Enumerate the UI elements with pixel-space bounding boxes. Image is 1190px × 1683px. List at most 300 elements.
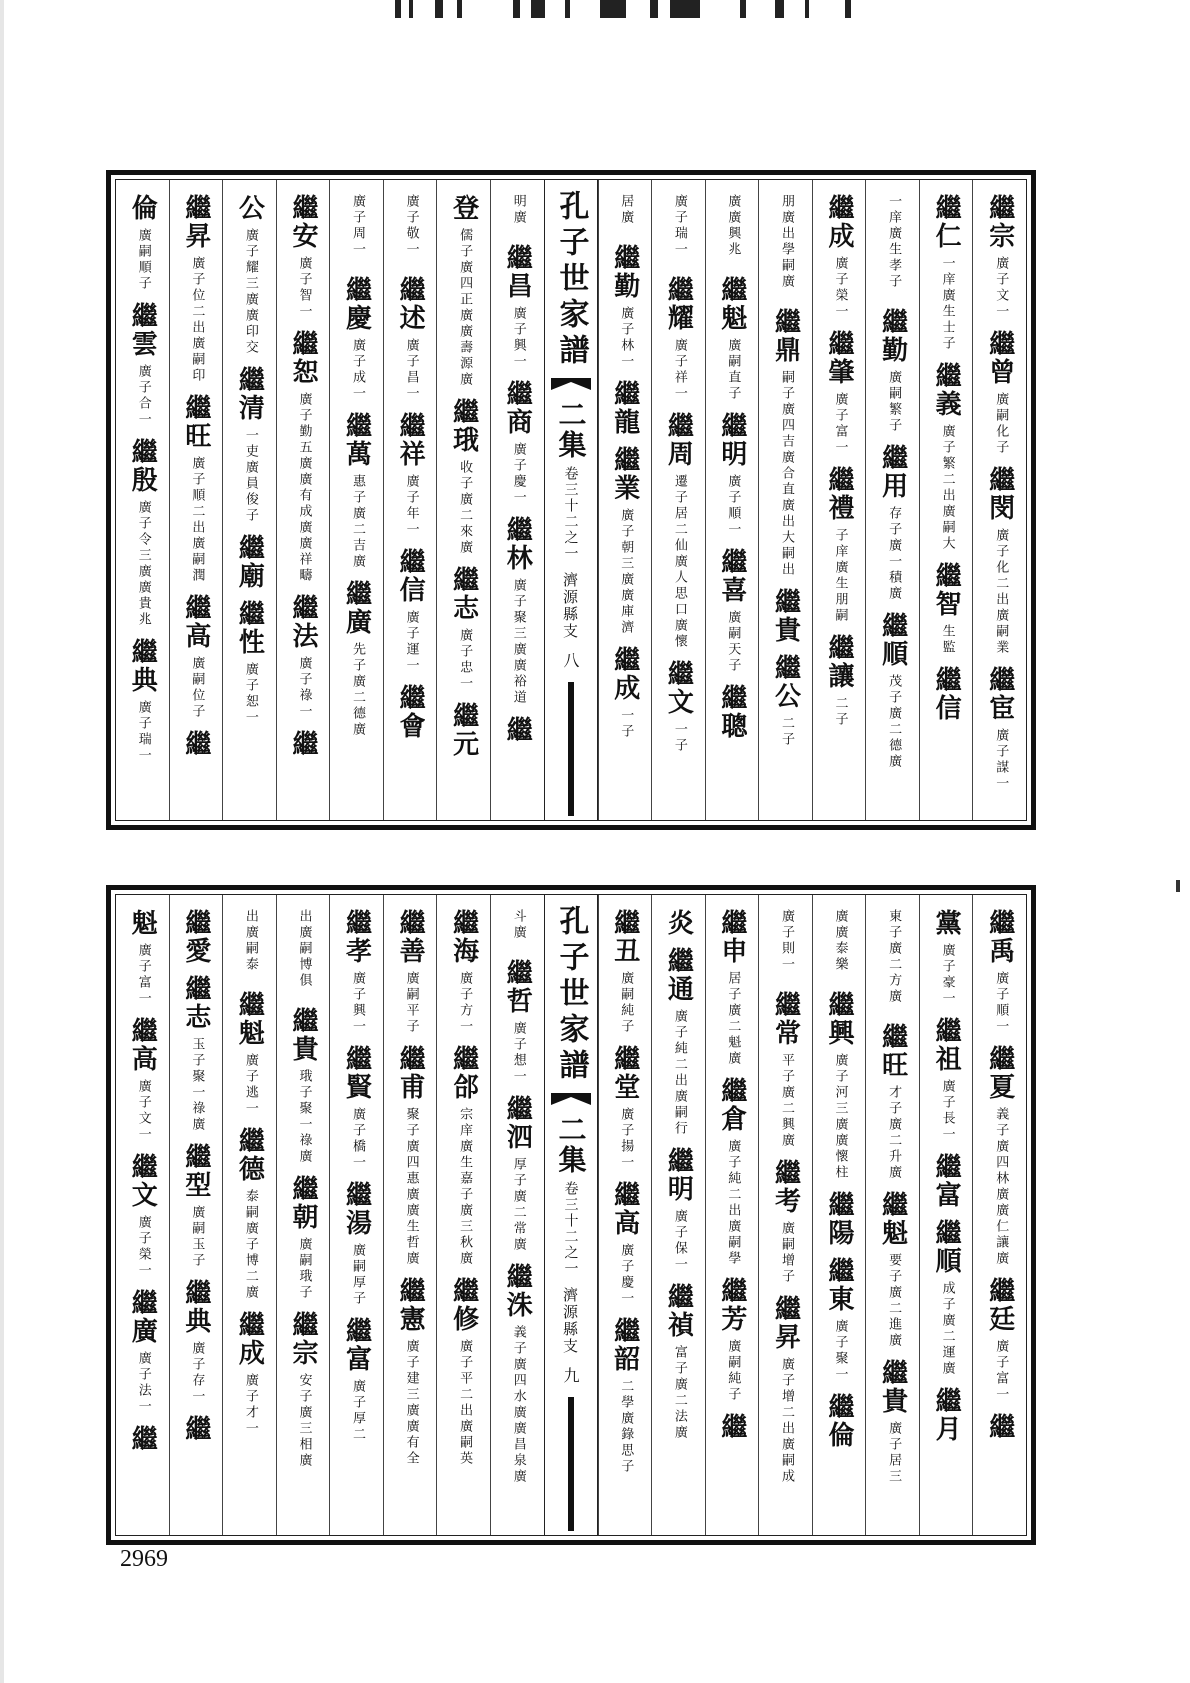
person-name: 繼肇 bbox=[824, 330, 855, 386]
entry bbox=[448, 702, 479, 758]
entry bbox=[609, 909, 640, 1035]
entry bbox=[716, 276, 747, 402]
entry-annotation: 廣子橋一 bbox=[350, 1107, 365, 1171]
person-name: 繼廷 bbox=[984, 1277, 1015, 1333]
entry bbox=[448, 566, 479, 692]
entry bbox=[395, 1277, 426, 1467]
person-name: 繼清 bbox=[234, 366, 265, 422]
entry-column bbox=[919, 180, 973, 820]
fishtail-mark-icon bbox=[551, 378, 591, 392]
entry bbox=[984, 1413, 1015, 1441]
entry-annotation: 廣子純二出廣嗣行 bbox=[671, 1009, 687, 1137]
entry bbox=[663, 1283, 694, 1441]
entry bbox=[778, 909, 793, 981]
person-name: 繼宗 bbox=[287, 1311, 318, 1367]
entry-annotation: 居廣 bbox=[618, 194, 634, 226]
person-name: 繼宗 bbox=[984, 194, 1015, 250]
person-name: 繼成 bbox=[234, 1311, 265, 1367]
entry-column bbox=[329, 180, 383, 820]
entry-annotation: 斗廣 bbox=[510, 909, 526, 941]
entry-annotation: 廣子瑞一 bbox=[671, 194, 687, 258]
entry-annotation: 廣廣興兆 bbox=[725, 194, 741, 258]
entry-annotation: 廣嗣厚子 bbox=[350, 1243, 365, 1307]
entry bbox=[502, 244, 533, 370]
entry bbox=[984, 666, 1015, 792]
genealogy-page-top bbox=[106, 170, 1036, 830]
entry bbox=[287, 594, 318, 720]
person-name: 繼哲 bbox=[502, 959, 533, 1015]
entry-annotation: 廣嗣純子 bbox=[725, 1339, 741, 1403]
entry bbox=[234, 1127, 265, 1301]
entry-annotation: 厚子廣二常廣 bbox=[510, 1157, 526, 1253]
person-name: 繼月 bbox=[931, 1387, 962, 1443]
entry bbox=[349, 194, 364, 266]
entry-annotation: 廣子祿一 bbox=[296, 656, 312, 720]
person-name: 繼郃 bbox=[448, 1045, 479, 1101]
entry-annotation: 廣子慶一 bbox=[618, 1243, 634, 1307]
entry-annotation: 廣子耀三廣廣印交 bbox=[242, 228, 258, 356]
person-name: 繼性 bbox=[234, 600, 265, 656]
leaf-number: 八 bbox=[561, 652, 580, 668]
entry bbox=[984, 330, 1015, 456]
person-name: 繼洙 bbox=[502, 1263, 533, 1319]
entry-annotation: 廣子保一 bbox=[671, 1209, 687, 1273]
entry-annotation: 廣子才一 bbox=[242, 1373, 258, 1437]
entry-annotation: 出廣嗣泰 bbox=[242, 909, 258, 973]
entry-annotation: 廣子年一 bbox=[403, 474, 419, 538]
entry-annotation: 一庠廣生孝子 bbox=[886, 194, 902, 290]
entry bbox=[127, 438, 158, 628]
entry-annotation: 廣子榮一 bbox=[135, 1215, 151, 1279]
entry-column bbox=[222, 895, 276, 1535]
entry-annotation: 惠子廣二吉廣 bbox=[350, 474, 365, 570]
entry-column bbox=[436, 895, 490, 1535]
entry-annotation: 才子廣二升廣 bbox=[886, 1085, 902, 1181]
entry bbox=[716, 909, 747, 1067]
entry bbox=[395, 276, 426, 402]
entry bbox=[395, 909, 426, 1035]
person-name: 繼明 bbox=[716, 412, 747, 468]
entry bbox=[296, 909, 311, 997]
entry-annotation: 義子廣四水廣廣昌泉廣 bbox=[510, 1325, 526, 1485]
entry bbox=[877, 444, 908, 602]
entry bbox=[502, 1263, 533, 1485]
entry bbox=[824, 1393, 855, 1449]
entry bbox=[395, 1045, 426, 1267]
entry-column bbox=[383, 180, 437, 820]
entry bbox=[770, 1295, 801, 1485]
entry-annotation: 廣子居三 bbox=[886, 1421, 902, 1485]
person-name: 繼高 bbox=[127, 1017, 158, 1073]
entry bbox=[885, 909, 900, 1013]
entry-annotation: 嗣子廣四吉廣合直廣出大嗣出 bbox=[778, 370, 794, 578]
person-name: 繼文 bbox=[663, 660, 694, 716]
person-name: 繼貴 bbox=[287, 1007, 318, 1063]
person-name: 繼湯 bbox=[341, 1181, 372, 1237]
entry bbox=[234, 991, 265, 1117]
entry bbox=[609, 1045, 640, 1171]
person-name: 繼志 bbox=[180, 975, 211, 1031]
person-name: 繼龍 bbox=[609, 380, 640, 436]
person-name: 繼朝 bbox=[287, 1175, 318, 1231]
entry-annotation: 聚子廣四惠廣廣生哲廣 bbox=[403, 1107, 419, 1267]
entry bbox=[877, 1191, 908, 1349]
person-name: 繼勤 bbox=[609, 244, 640, 300]
person-name: 繼周 bbox=[663, 412, 694, 468]
person-name: 繼賢 bbox=[341, 1045, 372, 1101]
person-name: 繼讓 bbox=[824, 634, 855, 690]
person-name: 繼昇 bbox=[180, 194, 211, 250]
entry-column bbox=[865, 895, 919, 1535]
person-name: 繼業 bbox=[609, 446, 640, 502]
entry bbox=[716, 1077, 747, 1267]
entry-annotation: 茂子廣二德廣 bbox=[886, 674, 902, 770]
entry bbox=[609, 646, 640, 740]
book-title: 孔子世家譜 bbox=[553, 190, 589, 370]
entry-annotation: 廣子興一 bbox=[350, 971, 365, 1035]
person-name: 繼 bbox=[716, 1413, 747, 1441]
entry bbox=[341, 276, 372, 402]
entry-annotation: 廣子文一 bbox=[993, 256, 1009, 320]
entry bbox=[287, 730, 318, 758]
entry-annotation: 廣子智一 bbox=[296, 256, 312, 320]
leaf-number: 九 bbox=[561, 1367, 580, 1383]
person-name: 繼魁 bbox=[716, 276, 747, 332]
person-name: 繼商 bbox=[502, 380, 533, 436]
entry-annotation: 要子廣二進廣 bbox=[886, 1253, 902, 1349]
genealogy-page-bottom bbox=[106, 885, 1036, 1545]
entry-column bbox=[758, 180, 812, 820]
person-name: 繼文 bbox=[127, 1153, 158, 1209]
person-name: 繼型 bbox=[180, 1143, 211, 1199]
entry bbox=[724, 194, 739, 266]
entry bbox=[180, 594, 211, 720]
entry bbox=[716, 1413, 747, 1441]
entry bbox=[502, 959, 533, 1085]
person-name: 繼智 bbox=[931, 562, 962, 618]
person-name: 繼 bbox=[287, 730, 318, 758]
entry bbox=[931, 1387, 962, 1443]
entry-annotation: 廣子揚一 bbox=[618, 1107, 634, 1171]
entry bbox=[287, 1007, 318, 1165]
entry-annotation: 廣子朝三廣廣庫濟 bbox=[618, 508, 634, 636]
person-name: 繼通 bbox=[663, 947, 694, 1003]
entry-annotation: 收子廣二來廣 bbox=[457, 460, 473, 556]
person-name: 繼堂 bbox=[609, 1045, 640, 1101]
entry bbox=[877, 308, 908, 434]
entry-column bbox=[651, 180, 705, 820]
entry-annotation: 東子廣二方廣 bbox=[886, 909, 902, 1005]
person-name: 繼閔 bbox=[984, 466, 1015, 522]
entry-annotation: 廣子逃一 bbox=[242, 1053, 258, 1117]
entry-column bbox=[812, 895, 866, 1535]
person-name: 繼珴 bbox=[448, 398, 479, 454]
entry bbox=[287, 1311, 318, 1469]
entry-annotation: 成子廣二運廣 bbox=[939, 1281, 955, 1377]
entry bbox=[778, 194, 793, 298]
entry bbox=[984, 909, 1015, 1035]
person-name: 繼慶 bbox=[341, 276, 372, 332]
entry-column bbox=[329, 895, 383, 1535]
entry bbox=[671, 194, 686, 266]
person-name: 繼甫 bbox=[395, 1045, 426, 1101]
person-name: 繼孝 bbox=[341, 909, 372, 965]
entry-annotation: 廣子化二出廣嗣業 bbox=[993, 528, 1009, 656]
entry-column bbox=[116, 180, 169, 820]
entry-annotation: 廣子忠一 bbox=[457, 628, 473, 692]
entry-annotation: 廣子令三廣廣貴兆 bbox=[135, 500, 151, 628]
entry-annotation: 朋廣出學嗣廣 bbox=[778, 194, 794, 290]
person-name: 繼禎 bbox=[663, 1283, 694, 1339]
entry bbox=[824, 1191, 855, 1247]
center-margin bbox=[544, 895, 598, 1535]
entry bbox=[180, 975, 211, 1133]
entry-annotation: 廣嗣化子 bbox=[993, 392, 1009, 456]
person-name: 繼廟 bbox=[234, 534, 265, 590]
entry-annotation: 廣子瑞一 bbox=[135, 700, 151, 764]
person-name: 黨 bbox=[931, 909, 962, 937]
entry bbox=[448, 398, 479, 556]
person-name: 登 bbox=[448, 194, 479, 222]
entry bbox=[234, 366, 265, 524]
entry bbox=[287, 330, 318, 584]
person-name: 繼用 bbox=[877, 444, 908, 500]
entry bbox=[510, 194, 525, 234]
person-name: 繼海 bbox=[448, 909, 479, 965]
entry-annotation: 廣子方一 bbox=[457, 971, 473, 1035]
volume-label: 二集 bbox=[554, 400, 588, 460]
entry-annotation: 居子廣二魁廣 bbox=[725, 971, 741, 1067]
entry-annotation: 廣子富一 bbox=[832, 392, 848, 456]
entry bbox=[234, 194, 265, 356]
entry-annotation: 儒子廣四正廣廣壽源廣 bbox=[457, 228, 473, 388]
person-name: 繼富 bbox=[931, 1153, 962, 1209]
entry-annotation: 廣子法一 bbox=[135, 1351, 151, 1415]
person-name: 繼高 bbox=[609, 1181, 640, 1237]
volume-label: 二集 bbox=[554, 1115, 588, 1175]
entry bbox=[770, 991, 801, 1149]
entry bbox=[716, 1277, 747, 1403]
person-name: 繼義 bbox=[931, 362, 962, 418]
entry bbox=[609, 446, 640, 636]
person-name: 繼 bbox=[502, 716, 533, 744]
entry bbox=[885, 194, 900, 298]
entry-annotation: 義子廣四林廣廣仁讓廣 bbox=[993, 1107, 1009, 1267]
entry-column bbox=[972, 895, 1026, 1535]
person-name: 繼考 bbox=[770, 1159, 801, 1215]
entry-column bbox=[651, 895, 705, 1535]
entry bbox=[824, 194, 855, 320]
entry-annotation: 廣子昌一 bbox=[403, 338, 419, 402]
person-name: 繼貴 bbox=[770, 588, 801, 644]
entry-column bbox=[598, 895, 652, 1535]
person-name: 繼 bbox=[127, 1425, 158, 1453]
entry-column bbox=[490, 180, 544, 820]
chapter-label: 卷三十二之一 bbox=[562, 466, 579, 562]
entry bbox=[341, 580, 372, 738]
entry-annotation: 明廣 bbox=[510, 194, 526, 226]
entry-annotation: 廣子林一 bbox=[618, 306, 634, 370]
entry-column bbox=[116, 895, 169, 1535]
entry bbox=[127, 302, 158, 428]
person-name: 魁 bbox=[127, 909, 158, 937]
entry bbox=[984, 1045, 1015, 1267]
person-name: 繼安 bbox=[287, 194, 318, 250]
person-name: 繼聰 bbox=[716, 684, 747, 740]
person-name: 繼元 bbox=[448, 702, 479, 758]
entry-column bbox=[919, 895, 973, 1535]
entry-column bbox=[169, 895, 223, 1535]
person-name: 繼禹 bbox=[984, 909, 1015, 965]
entry bbox=[234, 1311, 265, 1437]
entry-annotation: 玉子聚一祿廣 bbox=[189, 1037, 205, 1133]
entry bbox=[341, 1317, 372, 1443]
entry-annotation: 一吏廣員俊子 bbox=[242, 428, 258, 524]
entry bbox=[127, 1153, 158, 1279]
person-name: 繼廣 bbox=[341, 580, 372, 636]
cropped-text-strip bbox=[395, 0, 935, 20]
entry-annotation: 廣子想一 bbox=[510, 1021, 526, 1085]
entry-annotation: 廣子文一 bbox=[135, 1079, 151, 1143]
entry bbox=[984, 1277, 1015, 1403]
person-name: 繼善 bbox=[395, 909, 426, 965]
entry bbox=[234, 534, 265, 590]
person-name: 倫 bbox=[127, 194, 158, 222]
entry bbox=[609, 1181, 640, 1307]
person-name: 繼法 bbox=[287, 594, 318, 650]
entry bbox=[832, 909, 847, 981]
person-name: 繼陽 bbox=[824, 1191, 855, 1247]
entry bbox=[617, 194, 632, 234]
entry-annotation: 二子 bbox=[778, 716, 794, 748]
entry bbox=[242, 909, 257, 981]
entry-annotation: 廣廣泰樂 bbox=[832, 909, 848, 973]
entry-annotation: 生監 bbox=[939, 624, 955, 656]
entry bbox=[395, 412, 426, 538]
person-name: 繼富 bbox=[341, 1317, 372, 1373]
person-name: 繼成 bbox=[824, 194, 855, 250]
entry bbox=[824, 634, 855, 728]
entry bbox=[663, 947, 694, 1137]
entry bbox=[502, 516, 533, 706]
entry-annotation: 廣子興一 bbox=[510, 306, 526, 370]
person-name: 繼昇 bbox=[770, 1295, 801, 1351]
person-name: 繼成 bbox=[609, 646, 640, 702]
entry bbox=[180, 909, 211, 965]
entry-annotation: 存子廣一積廣 bbox=[886, 506, 902, 602]
entry-annotation: 廣子富一 bbox=[135, 943, 151, 1007]
person-name: 繼宦 bbox=[984, 666, 1015, 722]
entry-annotation: 廣子順一 bbox=[725, 474, 741, 538]
entry-annotation: 廣子聚三廣廣裕道 bbox=[510, 578, 526, 706]
person-name: 繼禮 bbox=[824, 466, 855, 522]
person-name: 繼喜 bbox=[716, 548, 747, 604]
person-name: 繼鼎 bbox=[770, 308, 801, 364]
entry-annotation: 廣子周一 bbox=[350, 194, 365, 258]
entry bbox=[877, 612, 908, 770]
entry-annotation: 廣嗣純子 bbox=[618, 971, 634, 1035]
entry bbox=[663, 660, 694, 754]
person-name: 繼高 bbox=[180, 594, 211, 650]
entry-annotation: 廣子聚一 bbox=[832, 1319, 848, 1383]
center-rule bbox=[568, 682, 574, 816]
person-name: 繼貴 bbox=[877, 1359, 908, 1415]
person-name: 公 bbox=[234, 194, 265, 222]
entry-annotation: 廣嗣順子 bbox=[135, 228, 151, 292]
entry bbox=[716, 548, 747, 674]
entry-column bbox=[705, 180, 759, 820]
entry bbox=[663, 412, 694, 650]
person-name: 繼雲 bbox=[127, 302, 158, 358]
person-name: 繼仁 bbox=[931, 194, 962, 250]
person-name: 繼倫 bbox=[824, 1393, 855, 1449]
person-name: 繼萬 bbox=[341, 412, 372, 468]
entry bbox=[877, 1023, 908, 1181]
entry bbox=[931, 666, 962, 722]
entry-annotation: 廣子存一 bbox=[189, 1341, 205, 1405]
person-name: 繼順 bbox=[877, 612, 908, 668]
person-name: 繼 bbox=[984, 1413, 1015, 1441]
entry-column bbox=[383, 895, 437, 1535]
entry bbox=[502, 1095, 533, 1253]
chapter-label: 卷三十二之一 bbox=[562, 1181, 579, 1277]
person-name: 繼述 bbox=[395, 276, 426, 332]
person-name: 繼倉 bbox=[716, 1077, 747, 1133]
entry bbox=[770, 308, 801, 578]
entry bbox=[770, 654, 801, 748]
person-name: 繼會 bbox=[395, 684, 426, 740]
entry-annotation: 廣嗣玉子 bbox=[189, 1205, 205, 1269]
entry bbox=[502, 716, 533, 744]
entry-annotation: 二子 bbox=[832, 696, 848, 728]
entry-annotation: 廣子純二出廣嗣學 bbox=[725, 1139, 741, 1267]
entry-annotation: 出廣嗣博俱 bbox=[296, 909, 312, 989]
entry-column bbox=[972, 180, 1026, 820]
entry-column bbox=[758, 895, 812, 1535]
entry bbox=[877, 1359, 908, 1485]
entry bbox=[341, 412, 372, 570]
person-name: 繼常 bbox=[770, 991, 801, 1047]
person-name: 炎 bbox=[663, 909, 694, 937]
person-name: 繼魁 bbox=[877, 1191, 908, 1247]
entry-annotation: 廣子祥一 bbox=[671, 338, 687, 402]
entry-column bbox=[490, 895, 544, 1535]
entry bbox=[127, 1017, 158, 1143]
entry-column bbox=[436, 180, 490, 820]
entry bbox=[287, 194, 318, 320]
entry-annotation: 廣子成一 bbox=[350, 338, 365, 402]
entry bbox=[180, 1279, 211, 1405]
entry-annotation: 先子廣二德廣 bbox=[350, 642, 365, 738]
entry bbox=[510, 909, 525, 949]
entry bbox=[716, 684, 747, 740]
person-name: 繼東 bbox=[824, 1257, 855, 1313]
entry-annotation: 遷子居二仙廣人思口廣懷 bbox=[671, 474, 687, 650]
person-name: 繼信 bbox=[395, 548, 426, 604]
entry-annotation: 廣子豪一 bbox=[939, 943, 955, 1007]
entry-annotation: 一子 bbox=[671, 722, 687, 754]
person-name: 繼魁 bbox=[234, 991, 265, 1047]
person-name: 繼祥 bbox=[395, 412, 426, 468]
person-name: 繼耀 bbox=[663, 276, 694, 332]
entry bbox=[127, 909, 158, 1007]
entry-annotation: 廣子榮一 bbox=[832, 256, 848, 320]
person-name: 繼丑 bbox=[609, 909, 640, 965]
entry bbox=[931, 1017, 962, 1143]
entry-column bbox=[705, 895, 759, 1535]
entry-annotation: 廣子順一 bbox=[993, 971, 1009, 1035]
entry-column bbox=[276, 895, 330, 1535]
